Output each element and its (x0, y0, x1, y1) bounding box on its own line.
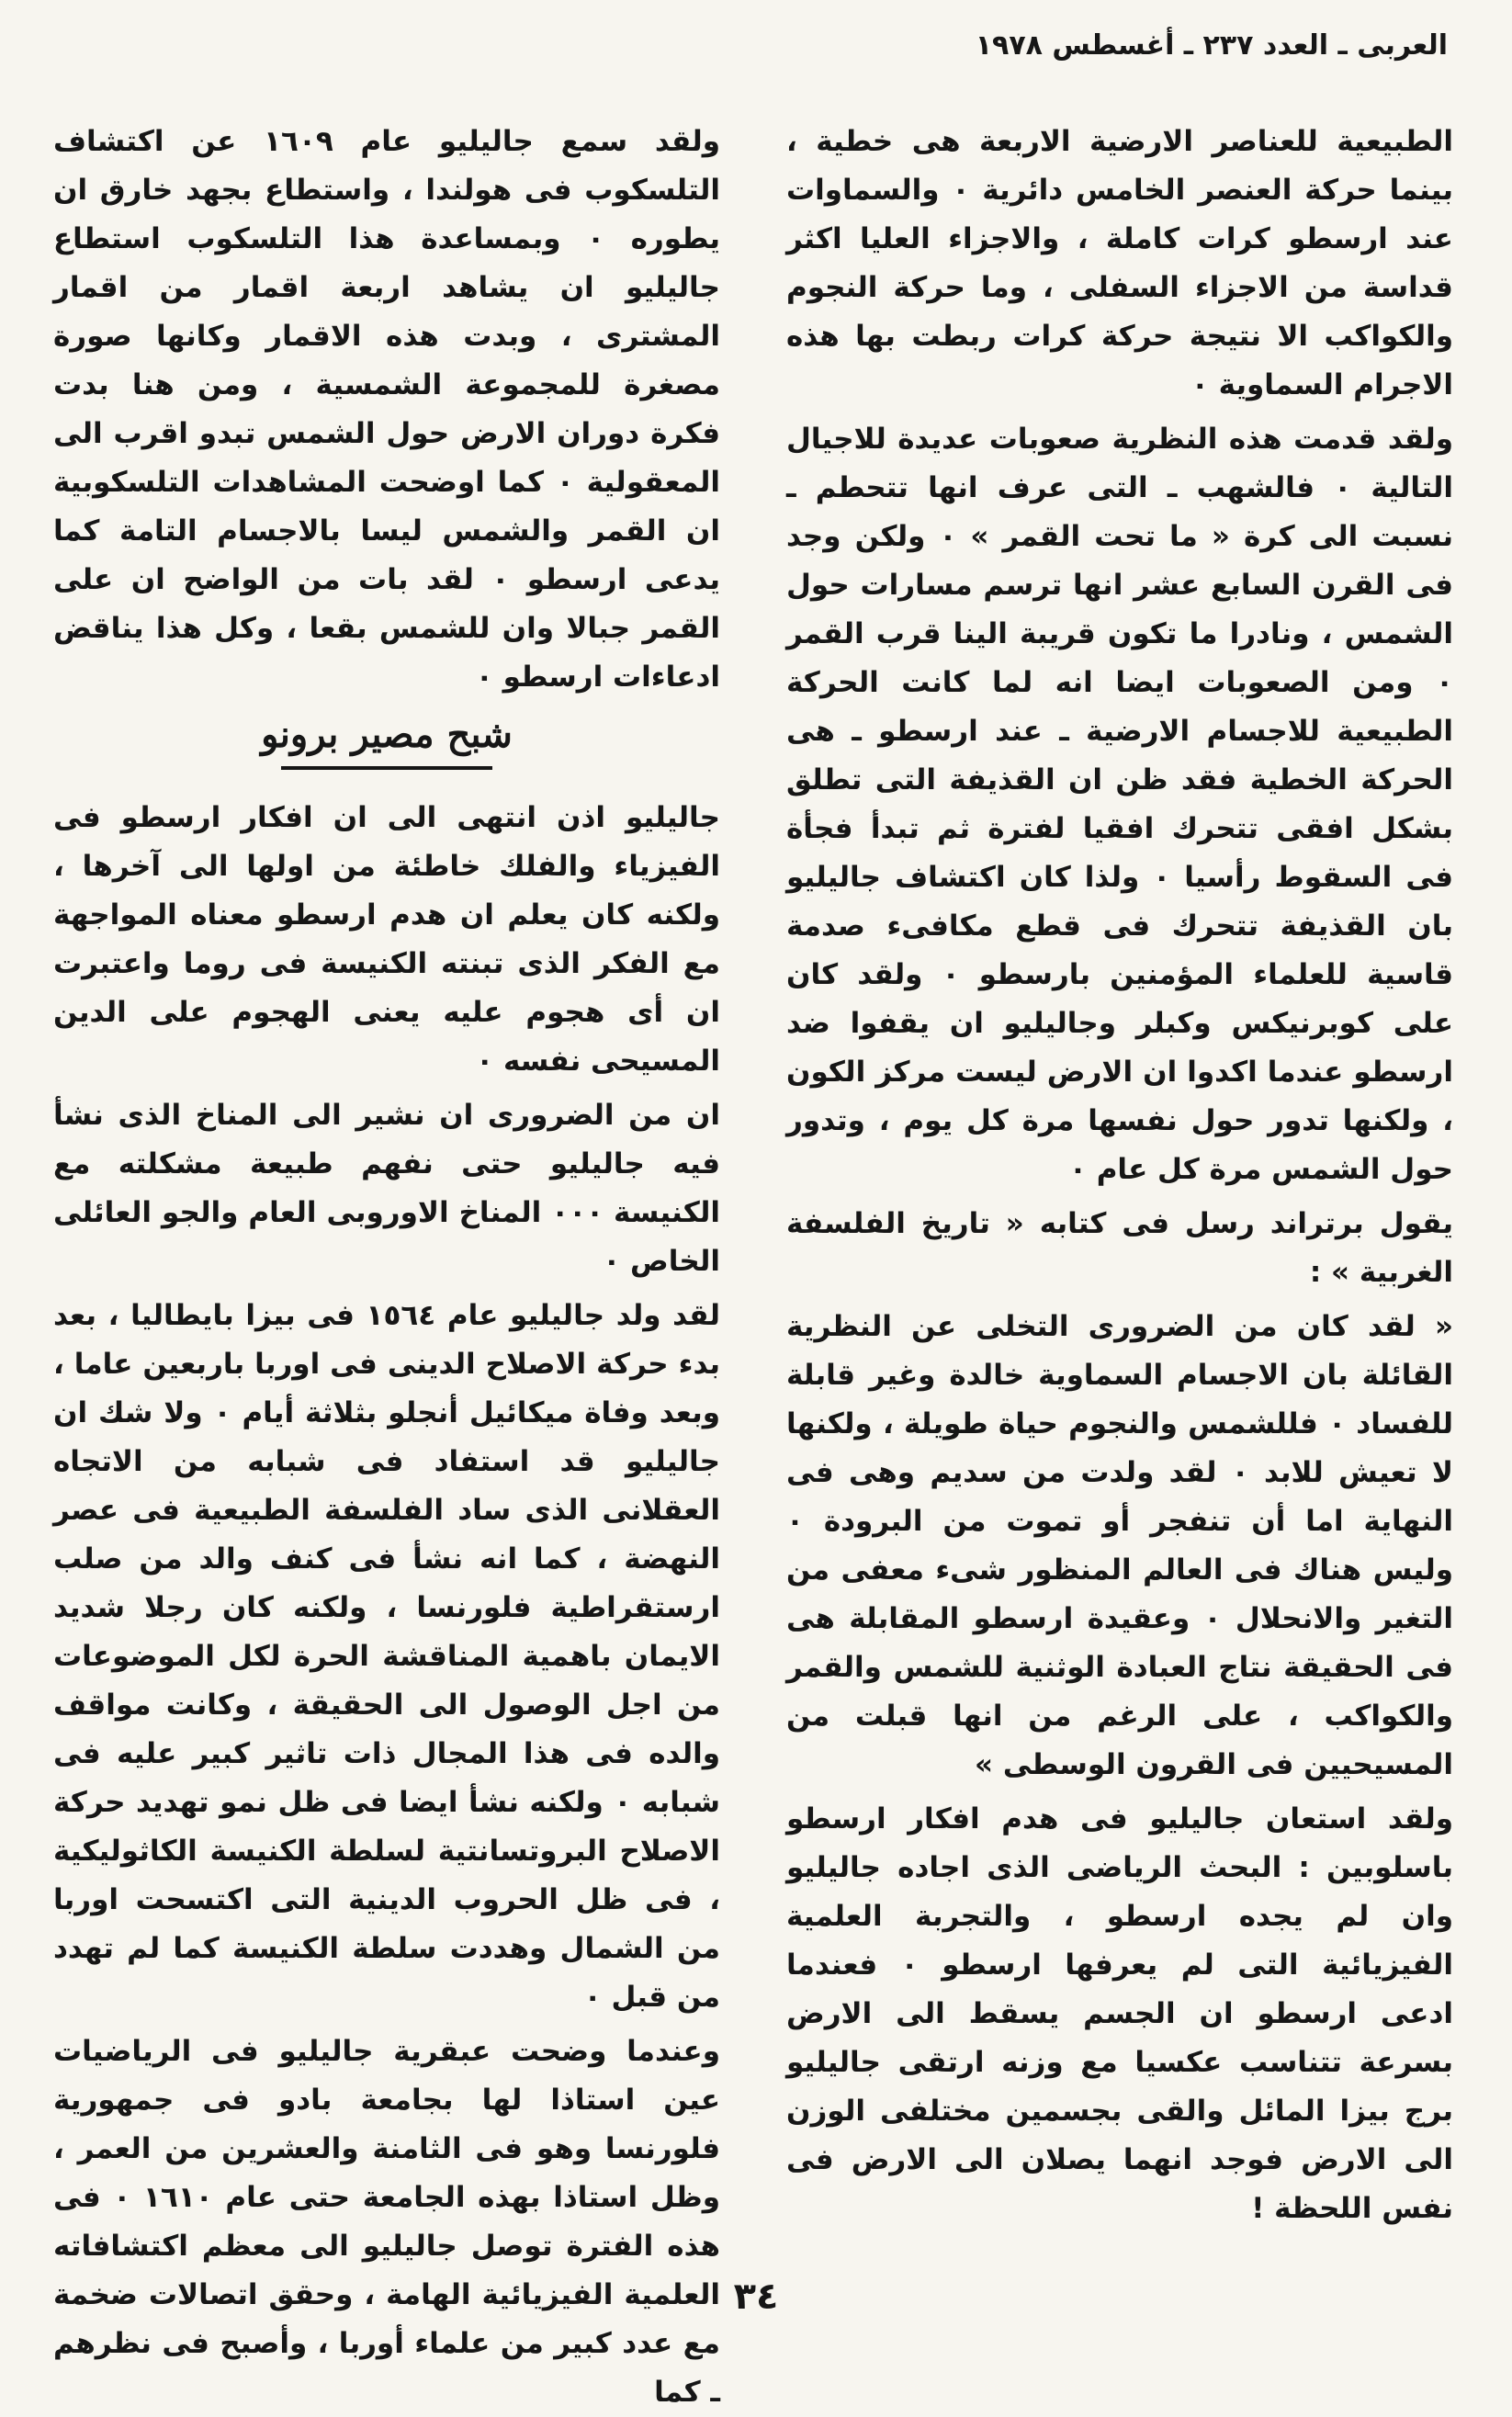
running-head: العربى ـ العدد ٢٣٧ ـ أغسطس ١٩٧٨ (975, 29, 1448, 62)
paragraph: ولقد سمع جاليليو عام ١٦٠٩ عن اكتشاف التلسكوب فى هولندا ، واستطاع بجهد خارق ان يطوره ٠ وبمساعدة هذا التلسكوب استطاع جاليليو ان يشاهد اربعة اقمار من اقمار المشترى ، وبدت هذه الاقمار وكانها صورة مصغرة للمجموعة الشمسية ، ومن هنا بدت فكرة دوران الارض حول الشمس تبدو اقرب الى المعقولية ٠ كما اوضحت المشاهدات التلسكوبية ان القمر والشمس ليسا بالاجسام التامة كما يدعى ارسطو ٠ لقد بات من الواضح ان على القمر جبالا وان للشمس بقعا ، وكل هذا يناقض ادعاءات ارسطو ٠ (53, 125, 721, 694)
paragraph: ان من الضرورى ان نشير الى المناخ الذى نشأ فيه جاليليو حتى نفهم طبيعة مشكلته مع الكنيسة ٠٠٠ المناخ الاوروبى العام والجو العائلى الخاص ٠ (53, 1099, 720, 1278)
paragraph: لقد ولد جاليليو عام ١٥٦٤ فى بيزا بايطاليا ، بعد بدء حركة الاصلاح الدينى فى اوربا باربعين عاما ، وبعد وفاة ميكائيل أنجلو بثلاثة أيام ٠ ولا شك ان جاليليو قد استفاد فى شبابه من الاتجاه العقلانى الذى ساد الفلسفة الطبيعية فى عصر النهضة ، كما انه نشأ فى كنف والد من صلب ارستقراطية فلورنسا ، ولكنه كان رجلا شديد الايمان باهمية المناقشة الحرة لكل الموضوعات من اجل الوصول الى الحقيقة ، وكانت مواقف والده فى هذا المجال ذات تاثير كبير عليه فى شبابه ٠ ولكنه نشأ ايضا فى ظل نمو تهديد حركة الاصلاح البروتسانتية لسلطة الكنيسة الكاثوليكية ، فى ظل الحروب الدينية التى اكتسحت اوربا من الشمال وهددت سلطة الكنيسة كما لم تهدد من قبل ٠ (53, 1299, 721, 2014)
page-number: ٣٤ (733, 2276, 779, 2318)
paragraph: ولقد قدمت هذه النظرية صعوبات عديدة للاجيال التالية ٠ فالشهب ـ التى عرف انها تتحطم ـ نسبت الى كرة « ما تحت القمر » ٠ ولكن وجد فى القرن السابع عشر انها ترسم مسارات حول الشمس ، ونادرا ما تكون قريبة الينا قرب القمر ٠ ومن الصعوبات ايضا انه لما كانت الحركة الطبيعية للاجسام الارضية ـ عند ارسطو ـ هى الحركة الخطية فقد ظن ان القذيفة التى تطلق بشكل افقى تتحرك افقيا لفترة ثم تبدأ فجأة فى السقوط رأسيا ٠ ولذا كان اكتشاف جاليليو بان القذيفة تتحرك فى قطع مكافىء صدمة قاسية للعلماء المؤمنين بارسطو ٠ ولقد كان على كوبرنيكس وكبلر وجاليليو ان يقفوا ضد ارسطو عندما اكدوا ان الارض ليست مركز الكون ، ولكنها تدور حول نفسها مرة كل يوم ، وتدور حول الشمس مرة كل عام ٠ (786, 423, 1454, 1186)
section-title: شبح مصير برونو (261, 713, 513, 756)
right-column (786, 118, 1453, 2233)
quotation-paragraph: « لقد كان من الضرورى التخلى عن النظرية القائلة بان الاجسام السماوية خالدة وغير قابلة للفساد ٠ فللشمس والنجوم حياة طويلة ، ولكنها لا تعيش للابد ٠ لقد ولدت من سديم وهى فى النهاية اما أن تنفجر أو تموت من البرودة ٠ وليس هناك فى العالم المنظور شىء معفى من التغير والانحلال ٠ وعقيدة ارسطو المقابلة هى فى الحقيقة نتاج العبادة الوثنية للشمس والقمر والكواكب ، على الرغم من انها قبلت من المسيحيين فى القرون الوسطى » (786, 1310, 1453, 1781)
paragraph: جاليليو اذن انتهى الى ان افكار ارسطو فى الفيزياء والفلك خاطئة من اولها الى آخرها ، ولكنه كان يعلم ان هدم ارسطو معناه المواجهة مع الفكر الذى تبنته الكنيسة فى روما واعتبرت ان أى هجوم عليه يعنى الهجوم على الدين المسيحى نفسه ٠ (53, 801, 720, 1078)
left-column (53, 118, 720, 2417)
paragraph: الطبيعية للعناصر الارضية الاربعة هى خطية ، بينما حركة العنصر الخامس دائرية ٠ والسماوات عند ارسطو كرات كاملة ، والاجزاء العليا اكثر قداسة من الاجزاء السفلى ، وما حركة النجوم والكواكب الا نتيجة حركة كرات ربطت بها هذه الاجرام السماوية ٠ (786, 125, 1453, 401)
paragraph: يقول برتراند رسل فى كتابه « تاريخ الفلسفة الغربية » : (786, 1207, 1453, 1289)
title-underline (281, 766, 492, 770)
paragraph: ولقد استعان جاليليو فى هدم افكار ارسطو باسلوبين : البحث الرياضى الذى اجاده جاليليو وان لم يجده ارسطو ، والتجربة العلمية الفيزيائية التى لم يعرفها ارسطو ٠ فعندما ادعى ارسطو ان الجسم يسقط الى الارض بسرعة تتناسب عكسيا مع وزنه ارتقى جاليليو برج بيزا المائل والقى بجسمين مختلفى الوزن الى الارض فوجد انهما يصلان الى الارض فى نفس اللحظة ! (786, 1802, 1453, 2225)
paragraph: وعندما وضحت عبقرية جاليليو فى الرياضيات عين استاذا لها بجامعة بادو فى جمهورية فلورنسا وهو فى الثامنة والعشرين من العمر ، وظل استاذا بهذه الجامعة حتى عام ١٦١٠ ٠ فى هذه الفترة توصل جاليليو الى معظم اكتشافاته العلمية الفيزيائية الهامة ، وحقق اتصالات ضخمة مع عدد كبير من علماء أوربا ، وأصبح فى نظرهم ـ كما (53, 2035, 720, 2409)
